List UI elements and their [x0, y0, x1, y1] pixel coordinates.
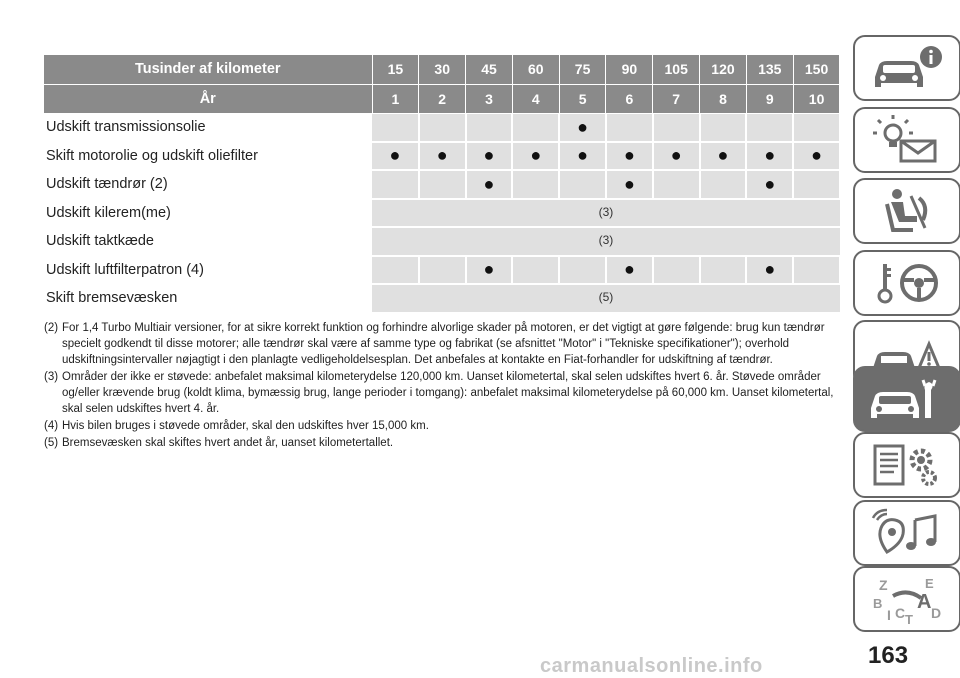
footnote-number: (3)	[44, 371, 59, 383]
schedule-cell: ●	[746, 256, 793, 285]
footnote-number: (5)	[44, 437, 59, 449]
footnote	[44, 369, 834, 417]
schedule-cell: ●	[606, 170, 653, 199]
schedule-cell: ●	[466, 170, 513, 199]
table-row	[44, 256, 840, 285]
tab-maintenance[interactable]	[853, 366, 960, 432]
year-header-cell: 2	[419, 84, 466, 113]
row-label: Udskift luftfilterpatron (4)	[44, 256, 372, 285]
schedule-cell: ●	[746, 170, 793, 199]
schedule-cell	[419, 256, 466, 285]
schedule-cell: ●	[746, 142, 793, 171]
schedule-cell	[653, 170, 700, 199]
specs-gears-icon	[867, 440, 947, 490]
year-header-cell: 7	[653, 84, 700, 113]
schedule-cell	[606, 113, 653, 142]
year-header-cell: 4	[512, 84, 559, 113]
footnote-number: (4)	[44, 420, 59, 432]
schedule-cell	[653, 113, 700, 142]
tab-warning-lights[interactable]	[853, 107, 960, 173]
row-label: Udskift taktkæde	[44, 227, 372, 256]
schedule-cell: ●	[559, 113, 606, 142]
footnote-text: Hvis bilen bruges i støvede områder, skal den udskiftes hver 15,000 km.	[62, 420, 429, 432]
footnote-number: (2)	[44, 322, 59, 334]
schedule-cell: ●	[606, 142, 653, 171]
year-header-cell: 3	[466, 84, 513, 113]
year-header-cell: 5	[559, 84, 606, 113]
table-row	[44, 284, 840, 313]
schedule-cell	[653, 256, 700, 285]
multimedia-icon	[867, 508, 947, 558]
index-letter: Z	[879, 577, 888, 593]
footnote-text: For 1,4 Turbo Multiair versioner, for at sikre korrekt funktion og forhindre alvorlige skader på motoren, er det vigtigt at gøre følgende: brug kun tændrør specielt godkendt til disse motorer; alle tændrør skal være af samme type og fabrikat (se afsnittet "Motor" i "Tekniske specifikationer"); overhold udskiftningsintervaller nøjagtigt i den planlagte vedligeholdelsesplan. Det anbefales at kontakte en Fiat-forhandler for udskiftning af tændrør.	[62, 322, 825, 366]
footnote	[44, 435, 834, 451]
schedule-cell	[512, 256, 559, 285]
footnote	[44, 320, 834, 368]
header-km-row	[44, 55, 840, 84]
tab-index[interactable]	[853, 566, 960, 632]
schedule-cell	[793, 113, 840, 142]
km-header-cell: 150	[793, 55, 840, 84]
span-note-cell: (5)	[372, 284, 840, 313]
schedule-cell	[793, 256, 840, 285]
airbag-seat-icon	[867, 186, 947, 236]
index-letter: C	[895, 605, 906, 621]
header-year-row	[44, 84, 840, 113]
maintenance-schedule-table	[44, 55, 841, 314]
schedule-cell	[419, 170, 466, 199]
schedule-cell: ●	[700, 142, 747, 171]
km-header-cell: 90	[606, 55, 653, 84]
km-header-cell: 135	[746, 55, 793, 84]
schedule-cell	[372, 170, 419, 199]
km-header-cell: 30	[419, 55, 466, 84]
index-letter: A	[917, 591, 932, 613]
row-label: Udskift kilerem(me)	[44, 199, 372, 228]
schedule-cell: ●	[512, 142, 559, 171]
maintenance-schedule-table-container	[44, 55, 840, 314]
row-label: Skift motorolie og udskift oliefilter	[44, 142, 372, 171]
schedule-cell	[746, 113, 793, 142]
table-row	[44, 227, 840, 256]
footnotes	[44, 320, 834, 452]
schedule-cell: ●	[559, 142, 606, 171]
schedule-cell	[512, 113, 559, 142]
row-label: Udskift transmissionsolie	[44, 113, 372, 142]
index-letter: D	[931, 605, 942, 621]
index-letter: T	[905, 612, 913, 624]
tab-starting-driving[interactable]	[853, 250, 960, 316]
schedule-cell	[793, 170, 840, 199]
km-header-cell: 60	[512, 55, 559, 84]
footnote	[44, 418, 834, 434]
tab-technical-specs[interactable]	[853, 432, 960, 498]
schedule-cell: ●	[466, 256, 513, 285]
car-maintenance-icon	[867, 374, 947, 424]
footnote-text: Områder der ikke er støvede: anbefalet maksimal kilometerydelse 120,000 km. Uanset kilometertal, skal selen udskiftes hvert 6. år. Støvede områder og/eller krævende brug (koldt klima, bymæssig brug, lange perioder i tomgang): anbefalet maksimal kilometerydelse på 60,000 km. Uanset kilometertal, skal selen udskiftes hvert 4. år.	[62, 371, 834, 415]
year-header-cell: 9	[746, 84, 793, 113]
schedule-cell: ●	[793, 142, 840, 171]
km-header-label: Tusinder af kilometer	[44, 55, 372, 84]
car-info-icon	[867, 43, 947, 93]
tab-car-info[interactable]	[853, 35, 960, 101]
warning-lights-icon	[867, 115, 947, 165]
km-header-cell: 45	[466, 55, 513, 84]
footnote-text: Bremsevæsken skal skiftes hvert andet år, uanset kilometertallet.	[62, 437, 394, 449]
table-row	[44, 199, 840, 228]
tab-multimedia[interactable]	[853, 500, 960, 566]
span-note-cell: (3)	[372, 227, 840, 256]
index-letter: E	[925, 576, 934, 591]
schedule-cell	[466, 113, 513, 142]
year-header-label: År	[44, 84, 372, 113]
index-letter: I	[887, 607, 891, 623]
index-letter: B	[873, 596, 883, 611]
schedule-cell	[559, 256, 606, 285]
page-number: 163	[868, 642, 909, 669]
km-header-cell: 75	[559, 55, 606, 84]
schedule-cell	[700, 170, 747, 199]
key-steering-icon	[867, 258, 947, 308]
chapter-tabs	[851, 0, 960, 678]
schedule-cell	[372, 113, 419, 142]
row-label: Udskift tændrør (2)	[44, 170, 372, 199]
year-header-cell: 6	[606, 84, 653, 113]
schedule-cell: ●	[466, 142, 513, 171]
table-row	[44, 142, 840, 171]
schedule-cell	[419, 113, 466, 142]
schedule-cell	[512, 170, 559, 199]
table-row	[44, 170, 840, 199]
schedule-cell: ●	[419, 142, 466, 171]
year-header-cell: 1	[372, 84, 419, 113]
index-letters-icon	[867, 574, 947, 624]
year-header-cell: 8	[700, 84, 747, 113]
year-header-cell: 10	[793, 84, 840, 113]
schedule-cell: ●	[653, 142, 700, 171]
span-note-cell: (3)	[372, 199, 840, 228]
schedule-cell	[700, 256, 747, 285]
schedule-cell	[559, 170, 606, 199]
schedule-cell	[372, 256, 419, 285]
km-header-cell: 105	[653, 55, 700, 84]
row-label: Skift bremsevæsken	[44, 284, 372, 313]
table-row	[44, 113, 840, 142]
km-header-cell: 15	[372, 55, 419, 84]
watermark: carmanualsonline.info	[540, 655, 763, 677]
schedule-cell: ●	[372, 142, 419, 171]
km-header-cell: 120	[700, 55, 747, 84]
schedule-cell	[700, 113, 747, 142]
tab-safety[interactable]	[853, 178, 960, 244]
schedule-cell: ●	[606, 256, 653, 285]
